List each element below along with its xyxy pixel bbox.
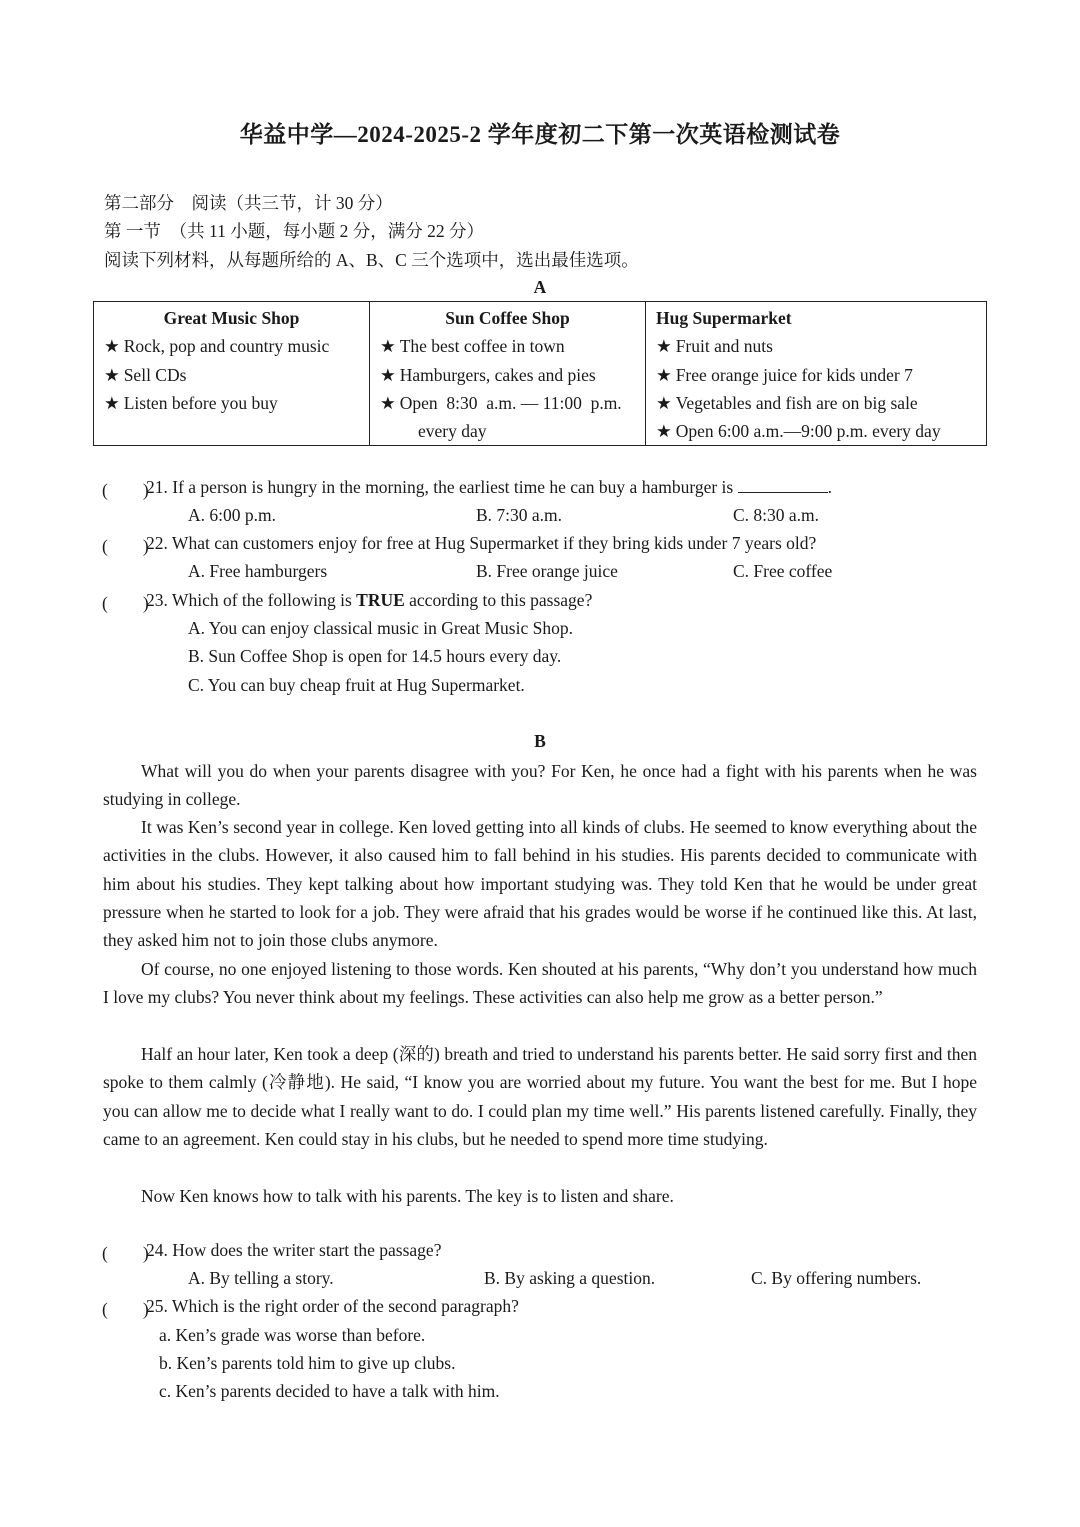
answer-paren-25[interactable]: ( ) [102,1299,149,1319]
star-icon: ★ [104,392,120,413]
answer-paren-21[interactable]: ( ) [102,480,149,500]
question-23-stem: 23. Which of the following is TRUE according to this passage? [146,590,593,610]
shop-feature: ★ Rock, pop and country music [104,336,330,357]
star-icon: ★ [656,421,672,442]
section-part-heading: 第二部分 阅读（共三节，计 30 分） [104,193,393,213]
shop-feature: ★ Open 6:00 a.m.—9:00 p.m. every day [656,421,941,442]
answer-blank[interactable] [738,478,828,493]
question-25-stem: 25. Which is the right order of the second paragraph? [146,1296,519,1316]
shop-feature: ★ Listen before you buy [104,392,278,413]
question-23-option-c[interactable]: C. You can buy cheap fruit at Hug Supermarket. [188,675,525,695]
shop-card-hug-supermarket [646,302,987,446]
shop-name: Hug Supermarket [656,308,792,328]
shop-feature: ★ Hamburgers, cakes and pies [380,364,596,385]
passage-b-paragraph: Half an hour later, Ken took a deep (深的) breath and tried to understand his parents better. He said sorry first and then spoke to them calmly (冷静地). He said, “I know you are worried about my future. You want the best for me. But I hope you can allow me to decide what I really want to do. I could plan my time well.” His parents listened carefully. Finally, they came to an agreement. Ken could stay in his clubs, but he needed to spend more time studying. [103,1044,977,1149]
passage-b-paragraph: What will you do when your parents disagree with you? For Ken, he once had a fight with his parents when he was studying in college. [103,761,977,810]
passage-b-letter: B [534,731,546,751]
passage-a-letter: A [533,277,547,297]
star-icon: ★ [656,364,672,385]
star-icon: ★ [380,336,396,357]
question-24-option-b[interactable]: B. By asking a question. [484,1268,656,1288]
question-21-option-b[interactable]: B. 7:30 a.m. [476,505,563,525]
shop-feature: ★ Fruit and nuts [656,336,773,357]
question-22-option-b[interactable]: B. Free orange juice [476,561,618,581]
shop-feature: ★ The best coffee in town [380,336,565,357]
question-24-option-c[interactable]: C. By offering numbers. [751,1268,922,1288]
question-25-item: c. Ken’s parents decided to have a talk with him. [159,1381,500,1401]
answer-paren-22[interactable]: ( ) [102,536,149,556]
shop-name: Great Music Shop [163,308,300,328]
question-21-stem: 21. If a person is hungry in the morning, the earliest time he can buy a hamburger is . [146,477,832,497]
question-25-item: b. Ken’s parents told him to give up clubs. [159,1353,456,1373]
shop-card-sun-coffee [370,302,646,446]
star-icon: ★ [656,392,672,413]
question-23-option-a[interactable]: A. You can enjoy classical music in Great Music Shop. [188,618,573,638]
section-instruction: 阅读下列材料，从每题所给的 A、B、C 三个选项中，选出最佳选项。 [104,250,639,270]
shop-card-great-music [94,302,370,446]
answer-paren-23[interactable]: ( ) [102,593,149,613]
star-icon: ★ [656,336,672,357]
exam-title: 华益中学—2024-2025-2 学年度初二下第一次英语检测试卷 [239,122,841,147]
star-icon: ★ [380,364,396,385]
passage-b-paragraph: Now Ken knows how to talk with his parents. The key is to listen and share. [141,1186,674,1206]
question-22-stem: 22. What can customers enjoy for free at Hug Supermarket if they bring kids under 7 years old? [146,533,817,553]
question-21-option-c[interactable]: C. 8:30 a.m. [733,505,820,525]
star-icon: ★ [104,364,120,385]
passage-b-paragraph: Of course, no one enjoyed listening to those words. Ken shouted at his parents, “Why don’t you understand how much I love my clubs? You never think about my feelings. These activities can also help me grow as a better person.” [103,959,977,1008]
shop-feature: ★ Free orange juice for kids under 7 [656,364,913,385]
question-22-option-c[interactable]: C. Free coffee [733,561,833,581]
question-24-stem: 24. How does the writer start the passage? [146,1240,442,1260]
shop-ads-table [93,301,987,446]
shop-feature: ★ Vegetables and fish are on big sale [656,392,918,413]
question-21-option-a[interactable]: A. 6:00 p.m. [188,505,276,525]
answer-paren-24[interactable]: ( ) [102,1243,149,1263]
star-icon: ★ [104,336,120,357]
section-subsection-heading: 第 一节 （共 11 小题，每小题 2 分，满分 22 分） [104,221,484,241]
question-23-option-b[interactable]: B. Sun Coffee Shop is open for 14.5 hours every day. [188,646,562,666]
question-25-item: a. Ken’s grade was worse than before. [159,1325,426,1345]
question-22-option-a[interactable]: A. Free hamburgers [188,561,328,581]
shop-name: Sun Coffee Shop [445,308,570,328]
star-icon: ★ [380,392,396,413]
shop-feature: ★ Open 8:30 a.m. — 11:00 p.m. [380,392,622,413]
question-24-option-a[interactable]: A. By telling a story. [188,1268,334,1288]
shop-feature: ★ Sell CDs [104,364,187,385]
passage-b-paragraph: It was Ken’s second year in college. Ken loved getting into all kinds of clubs. He seemed to know everything about the activities in the clubs. However, it also caused him to fall behind in his studies. His parents decided to communicate with him about his studies. They kept talking about how important studying was. They told Ken that he would be under great pressure when he started to look for a job. They were afraid that his grades would be worse if he continued like this. At last, they asked him not to join those clubs anymore. [103,817,977,951]
shop-feature-continuation: every day [418,421,487,442]
